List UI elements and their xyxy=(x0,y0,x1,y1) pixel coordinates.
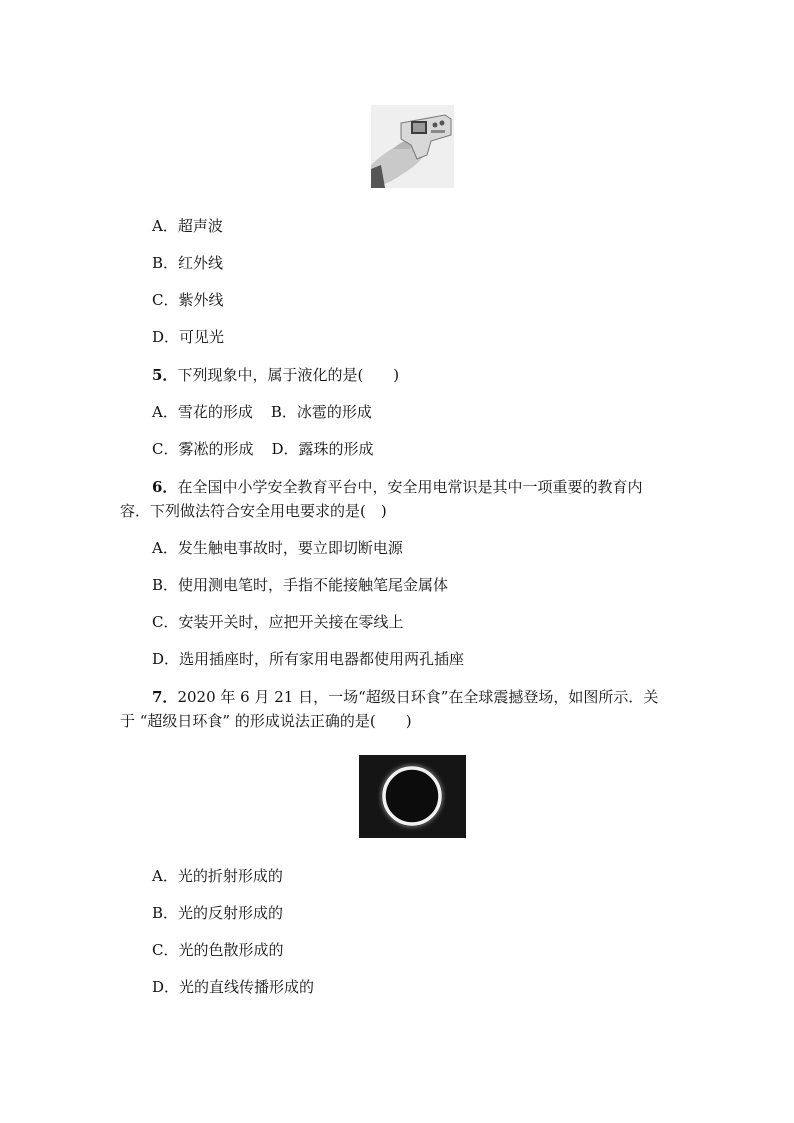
q7-option-a: A．光的折射形成的 xyxy=(152,867,283,885)
q5-stem-text: 下列现象中，属于液化的是( ) xyxy=(177,366,400,384)
q7-stem-text-1: 2020 年 6 月 21 日，一场“超级日环食”在全球震撼登场，如图所示．关 xyxy=(177,688,659,706)
q7-option-d: D．光的直线传播形成的 xyxy=(152,978,315,996)
q4-option-c: C．紫外线 xyxy=(152,291,224,309)
thermometer-figure xyxy=(371,105,454,188)
q5-stem xyxy=(152,365,399,385)
q4-option-b: B．红外线 xyxy=(152,254,224,272)
q5-option-a: A．雪花的形成 xyxy=(152,403,253,421)
q5-option-b: B．冰雹的形成 xyxy=(270,403,372,421)
q7-number: 7． xyxy=(152,688,178,706)
q7-option-b: B．光的反射形成的 xyxy=(152,904,284,922)
q6-option-c: C．安装开关时，应把开关接在零线上 xyxy=(152,613,404,631)
q5-options-row2 xyxy=(152,439,374,459)
q5-number: 5． xyxy=(152,366,178,384)
eclipse-figure xyxy=(359,755,466,838)
q7-stem-line2: 于 “超级日环食” 的形成说法正确的是( ) xyxy=(120,712,412,730)
q6-option-a: A．发生触电事故时，要立即切断电源 xyxy=(152,539,403,557)
q6-number: 6． xyxy=(152,478,178,496)
q5-options-row1 xyxy=(152,402,372,422)
q4-option-a: A．超声波 xyxy=(152,217,223,235)
q7-stem-line1 xyxy=(152,687,658,707)
q6-stem-line2: 容．下列做法符合安全用电要求的是( ) xyxy=(120,502,387,520)
infrared-thermometer-image xyxy=(371,105,454,188)
q6-stem-line1 xyxy=(152,477,642,497)
q6-option-b: B．使用测电笔时，手指不能接触笔尾金属体 xyxy=(152,576,449,594)
q6-option-d: D．选用插座时，所有家用电器都使用两孔插座 xyxy=(152,650,465,668)
annular-eclipse-image xyxy=(359,755,466,838)
q7-option-c: C．光的色散形成的 xyxy=(152,941,284,959)
q6-stem-text-1: 在全国中小学安全教育平台中，安全用电常识是其中一项重要的教育内 xyxy=(177,478,643,496)
q4-option-d: D．可见光 xyxy=(152,328,225,346)
q5-option-c: C．雾凇的形成 xyxy=(152,440,254,458)
q5-option-d: D．露珠的形成 xyxy=(271,440,374,458)
